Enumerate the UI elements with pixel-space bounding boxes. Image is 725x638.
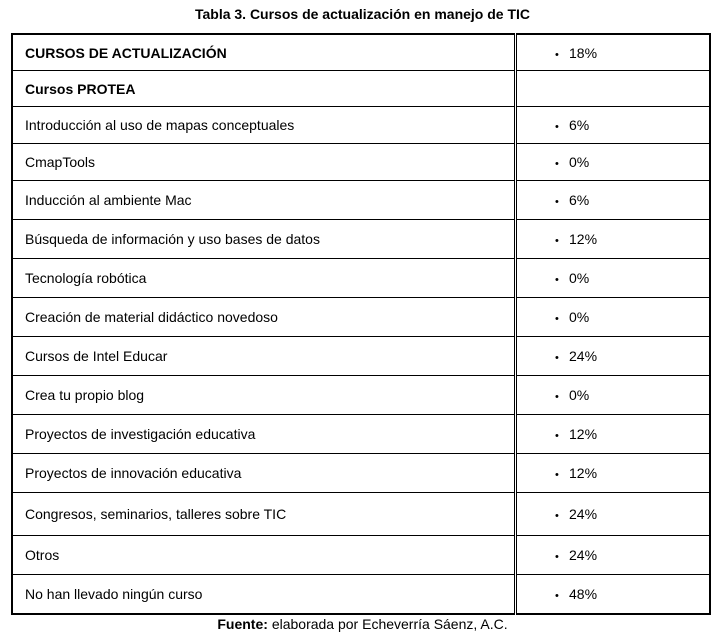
row-value-text: 24% xyxy=(569,506,598,522)
bullet: • xyxy=(555,121,559,133)
row-value-text: 0% xyxy=(569,154,590,170)
row-value-text: 48% xyxy=(569,586,598,602)
row-value-text: 6% xyxy=(569,192,590,208)
row-value xyxy=(516,454,711,493)
row-value-text: 0% xyxy=(569,309,590,325)
row-value xyxy=(516,575,711,615)
bullet: • xyxy=(555,590,559,602)
table-row xyxy=(12,181,710,220)
table-row xyxy=(12,454,710,493)
row-label: Introducción al uso de mapas conceptuales xyxy=(12,107,516,144)
row-value xyxy=(516,337,711,376)
bullet: • xyxy=(555,510,559,522)
row-value-text: 24% xyxy=(569,348,598,364)
courses-table xyxy=(11,33,711,615)
row-value xyxy=(516,376,711,415)
row-value-text: 6% xyxy=(569,117,590,133)
row-value-text: 24% xyxy=(569,547,598,563)
row-label: Congresos, seminarios, talleres sobre TIC xyxy=(12,493,516,536)
table-source xyxy=(0,616,725,632)
table-row-cursos-protea xyxy=(12,71,710,107)
row-label: Cursos de Intel Educar xyxy=(12,337,516,376)
row-label: Creación de material didáctico novedoso xyxy=(12,298,516,337)
bullet: • xyxy=(555,391,559,403)
bullet: • xyxy=(555,196,559,208)
row-value xyxy=(516,181,711,220)
row-value xyxy=(516,107,711,144)
table-row xyxy=(12,259,710,298)
row-value-text: 0% xyxy=(569,387,590,403)
row-label: Cursos PROTEA xyxy=(12,71,516,107)
table-row xyxy=(12,575,710,615)
table-row xyxy=(12,298,710,337)
table-row xyxy=(12,415,710,454)
row-value-text: 12% xyxy=(569,465,598,481)
table-row-cursos-actualizacion xyxy=(12,34,710,71)
row-value-text: 18% xyxy=(569,44,598,61)
row-value-text: 12% xyxy=(569,426,598,442)
row-label: Crea tu propio blog xyxy=(12,376,516,415)
bullet: • xyxy=(555,313,559,325)
table-row xyxy=(12,107,710,144)
bullet: • xyxy=(555,469,559,481)
row-value xyxy=(516,220,711,259)
row-label: Búsqueda de información y uso bases de datos xyxy=(12,220,516,259)
row-label: Otros xyxy=(12,536,516,575)
table-row xyxy=(12,493,710,536)
row-label: No han llevado ningún curso xyxy=(12,575,516,615)
source-text: elaborada por Echeverría Sáenz, A.C. xyxy=(271,616,508,632)
bullet: • xyxy=(555,235,559,247)
bullet: • xyxy=(555,352,559,364)
row-value-empty xyxy=(516,71,711,107)
row-label: Inducción al ambiente Mac xyxy=(12,181,516,220)
row-value xyxy=(516,259,711,298)
row-value xyxy=(516,34,711,71)
row-value xyxy=(516,493,711,536)
row-value-text: 12% xyxy=(569,231,598,247)
row-label: CmapTools xyxy=(12,144,516,181)
table-row xyxy=(12,220,710,259)
row-label: Tecnología robótica xyxy=(12,259,516,298)
bullet: • xyxy=(555,48,559,61)
table-row xyxy=(12,144,710,181)
row-value xyxy=(516,536,711,575)
table-row xyxy=(12,536,710,575)
row-value xyxy=(516,298,711,337)
row-value-text: 0% xyxy=(569,270,590,286)
row-value xyxy=(516,415,711,454)
bullet: • xyxy=(555,274,559,286)
source-label: Fuente: xyxy=(217,616,268,632)
row-value xyxy=(516,144,711,181)
table-row xyxy=(12,376,710,415)
bullet: • xyxy=(555,158,559,170)
table-row xyxy=(12,337,710,376)
bullet: • xyxy=(555,430,559,442)
row-label: CURSOS DE ACTUALIZACIÓN xyxy=(12,34,516,71)
row-label: Proyectos de innovación educativa xyxy=(12,454,516,493)
row-label: Proyectos de investigación educativa xyxy=(12,415,516,454)
bullet: • xyxy=(555,551,559,563)
table-caption: Tabla 3. Cursos de actualización en manejo de TIC xyxy=(194,6,531,22)
